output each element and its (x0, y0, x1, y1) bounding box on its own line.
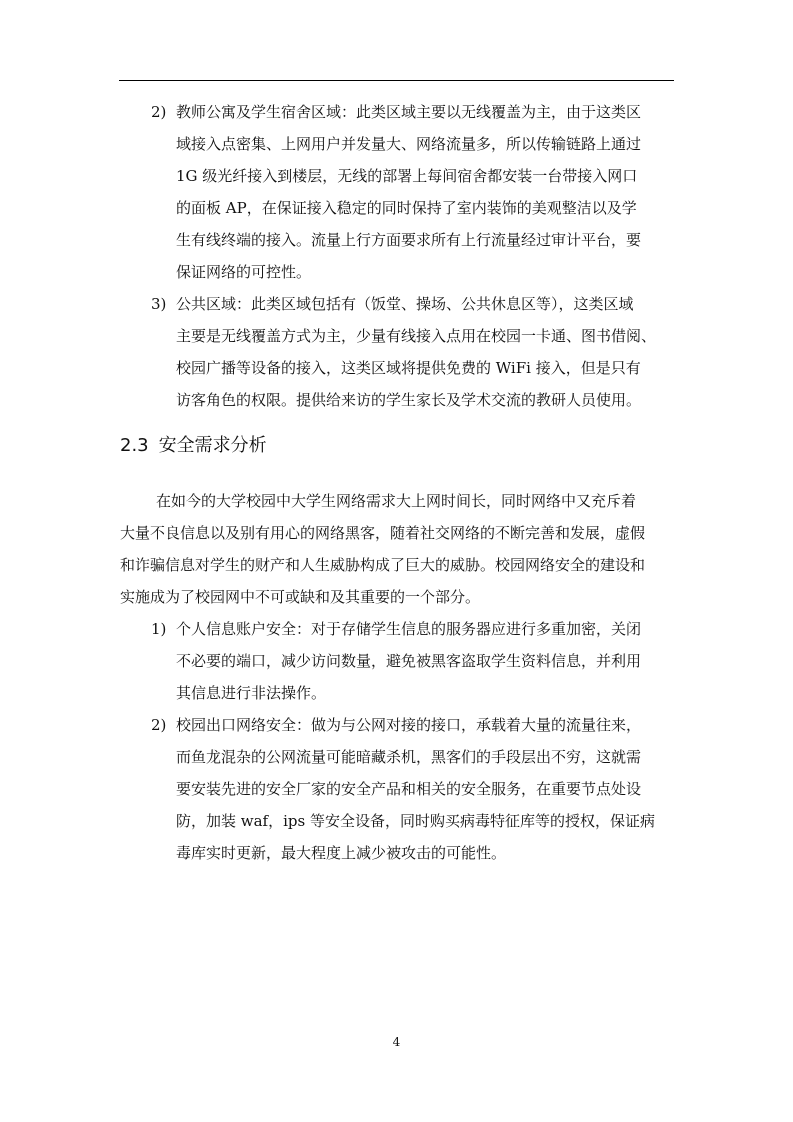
list-item-line: 教师公寓及学生宿舍区域：此类区域主要以无线覆盖为主，由于这类区 (176, 103, 642, 121)
paragraph-line: 在如今的大学校园中大学生网络需求大上网时间长，同时网络中又充斥着 (156, 492, 637, 510)
list-item-line: 不必要的端口，减少访问数量，避免被黑客盗取学生资料信息，并利用 (176, 652, 642, 670)
list-item (120, 613, 676, 709)
paragraph-line: 和诈骗信息对学生的财产和人生威胁构成了巨大的威胁。校园网络安全的建设和 (120, 556, 646, 574)
list-item-line: 访客角色的权限。提供给来访的学生家长及学术交流的教研人员使用。 (176, 391, 642, 409)
list-item-number: 2) (151, 716, 167, 734)
list-item-line: 校园广播等设备的接入，这类区域将提供免费的 WiFi 接入，但是只有 (176, 359, 641, 377)
paragraph-line: 实施成为了校园网中不可或缺和及其重要的一个部分。 (120, 588, 481, 606)
list-item-line: 个人信息账户安全：对于存储学生信息的服务器应进行多重加密，关闭 (176, 620, 642, 638)
list-item-number: 3) (151, 295, 167, 313)
list-item-line: 1G 级光纤接入到楼层，无线的部署上每间宿舍都安装一台带接入网口 (176, 167, 638, 185)
body-paragraph (120, 485, 676, 613)
list-item-line: 生有线终端的接入。流量上行方面要求所有上行流量经过审计平台，要 (176, 231, 642, 249)
list-item-line: 校园出口网络安全：做为与公网对接的接口，承载着大量的流量往来， (176, 716, 642, 734)
list-item-line: 域接入点密集、上网用户并发量大、网络流量多，所以传输链路上通过 (176, 135, 642, 153)
list-item (120, 96, 676, 288)
list-item-line: 而鱼龙混杂的公网流量可能暗藏杀机，黑客们的手段层出不穷，这就需 (176, 748, 642, 766)
section-number: 2.3 (120, 435, 149, 456)
list-item-line: 的面板 AP，在保证接入稳定的同时保持了室内装饰的美观整洁以及学 (176, 199, 637, 217)
list-item (120, 288, 676, 416)
list-item-line: 其信息进行非法操作。 (176, 684, 327, 702)
list-item-line: 防，加装 waf，ips 等安全设备，同时购买病毒特征库等的授权，保证病 (176, 812, 655, 830)
page-number: 4 (392, 1035, 401, 1049)
section-heading (120, 431, 267, 461)
list-item-line: 要安装先进的安全厂家的安全产品和相关的安全服务，在重要节点处设 (176, 780, 642, 798)
list-item (120, 709, 676, 869)
list-item-line: 主要是无线覆盖方式为主，少量有线接入点用在校园一卡通、图书借阅、 (176, 327, 657, 345)
list-item-number: 1) (151, 620, 167, 638)
list-item-line: 公共区域：此类区域包括有（饭堂、操场、公共休息区等），这类区域 (176, 295, 634, 313)
paragraph-line: 大量不良信息以及别有用心的网络黑客，随着社交网络的不断完善和发展，虚假 (120, 524, 646, 542)
list-item-line: 毒库实时更新，最大程度上减少被攻击的可能性。 (176, 844, 507, 862)
section-title: 安全需求分析 (158, 435, 267, 456)
requirements-list-bottom (120, 613, 676, 869)
list-item-number: 2) (151, 103, 167, 121)
requirements-list-top (120, 96, 676, 416)
header-rule (119, 80, 674, 81)
list-item-line: 保证网络的可控性。 (176, 263, 312, 281)
